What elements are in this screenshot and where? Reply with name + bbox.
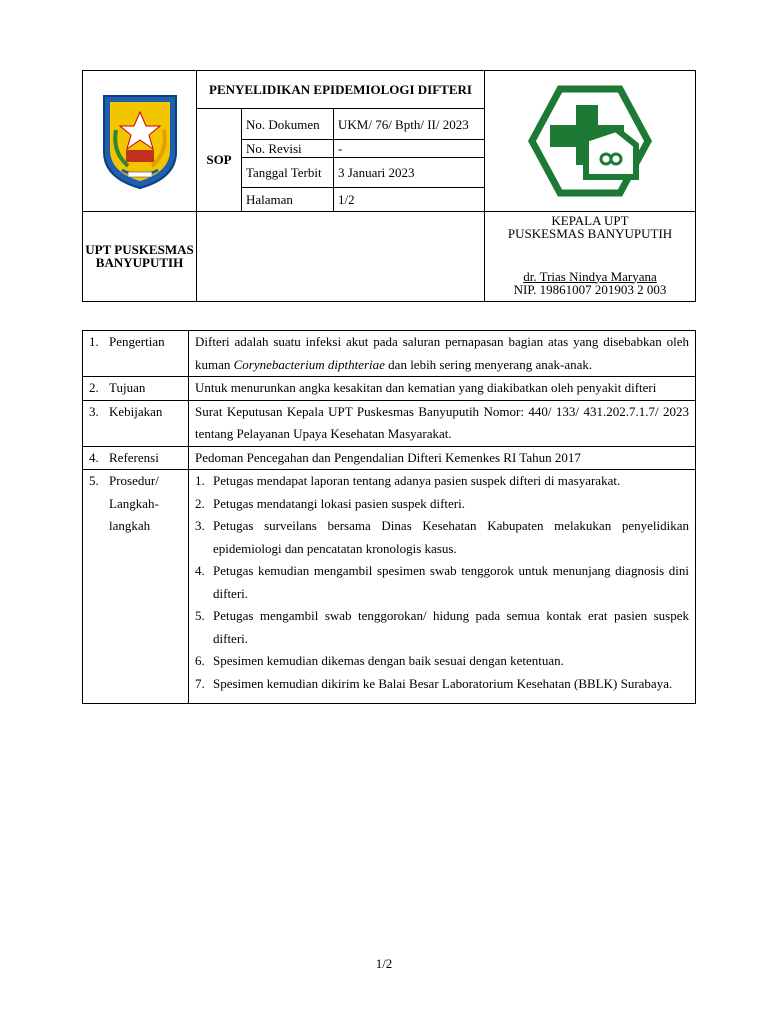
procedure-step: 3. Petugas surveilans bersama Dinas Kesehatan Kabupaten melakukan penyelidikan epidemiologi dan pencatatan kronologis kasus. — [195, 518, 689, 556]
procedure-step: 1. Petugas mendapat laporan tentang adanya pasien suspek difteri di masyarakat. — [195, 473, 621, 488]
row-pengertian — [83, 331, 696, 377]
procedure-step: 5. Petugas mengambil swab tenggorokan/ hidung pada semua kontak erat pasien suspek difteri. — [195, 608, 689, 646]
doc-number-value: UKM/ 76/ Bpth/ II/ 2023 — [334, 109, 485, 140]
row-tujuan — [83, 377, 696, 401]
row-referensi — [83, 446, 696, 470]
approval-cell — [485, 211, 696, 301]
page-footer: 1/2 — [375, 956, 393, 971]
pengertian-text: Difteri adalah suatu infeksi akut pada saluran pernapasan bagian atas yang disebabkan oleh kuman Corynebacterium dipthteriae dan lebih sering menyerang anak-anak. — [189, 331, 696, 377]
procedure-steps — [195, 470, 689, 695]
page-value: 1/2 — [334, 188, 485, 211]
row-label: Tujuan — [109, 380, 146, 395]
page-label: Halaman — [242, 188, 334, 211]
row-number: 2. — [89, 380, 99, 395]
row-number: 1. — [89, 334, 99, 349]
row-label: Pengertian — [109, 334, 165, 349]
head-title-line2: PUSKESMAS BANYUPUTIH — [507, 225, 673, 241]
puskesmas-logo-icon — [528, 85, 652, 197]
regency-emblem-icon — [98, 90, 182, 192]
row-number: 3. — [89, 403, 99, 419]
row-label-line2: Langkah- — [109, 495, 159, 511]
blank-cell — [197, 211, 485, 301]
tujuan-text: Untuk menurunkan angka kesakitan dan kematian yang diakibatkan oleh penyakit difteri — [189, 377, 696, 401]
row-label-line3: langkah — [109, 518, 151, 533]
referensi-text: Pedoman Pencegahan dan Pengendalian Difteri Kemenkes RI Tahun 2017 — [189, 446, 696, 470]
row-prosedur — [83, 470, 696, 704]
sop-content-table — [82, 330, 696, 704]
procedure-step: 6. Spesimen kemudian dikemas dengan baik sesuai dengan ketentuan. — [195, 653, 564, 668]
head-title-line1: KEPALA UPT — [551, 212, 629, 228]
document-header — [82, 70, 696, 302]
regency-logo-cell — [83, 71, 197, 212]
procedure-step: 7. Spesimen kemudian dikirim ke Balai Besar Laboratorium Kesehatan (BBLK) Surabaya. — [195, 675, 673, 691]
procedure-step: 4. Petugas kemudian mengambil spesimen swab tenggorok untuk menunjang diagnosis dini difteri. — [195, 563, 689, 601]
revision-label: No. Revisi — [242, 140, 334, 158]
row-label: Kebijakan — [109, 403, 163, 419]
revision-value: - — [334, 140, 485, 158]
doc-number-label: No. Dokumen — [242, 109, 334, 140]
row-label-line1: Prosedur/ — [109, 473, 159, 488]
puskesmas-logo-cell — [485, 71, 696, 212]
sop-label: SOP — [197, 109, 242, 211]
row-number: 4. — [89, 449, 99, 465]
issue-date-value: 3 Januari 2023 — [334, 158, 485, 188]
document-title: PENYELIDIKAN EPIDEMIOLOGI DIFTERI — [197, 71, 485, 109]
head-nip: NIP. 19861007 201903 2 003 — [513, 281, 667, 297]
issue-date-label: Tanggal Terbit — [242, 158, 334, 188]
head-name: dr. Trias Nindya Maryana — [523, 268, 657, 284]
row-number: 5. — [89, 473, 99, 488]
row-label: Referensi — [109, 449, 159, 465]
unit-name: UPT PUSKESMAS BANYUPUTIH — [83, 211, 197, 301]
kebijakan-text: Surat Keputusan Kepala UPT Puskesmas Banyuputih Nomor: 440/ 133/ 431.202.7.1.7/ 2023 tentang Pelayanan Upaya Kesehatan Masyarakat. — [189, 400, 696, 446]
procedure-step: 2. Petugas mendatangi lokasi pasien suspek difteri. — [195, 495, 466, 511]
row-kebijakan — [83, 400, 696, 446]
